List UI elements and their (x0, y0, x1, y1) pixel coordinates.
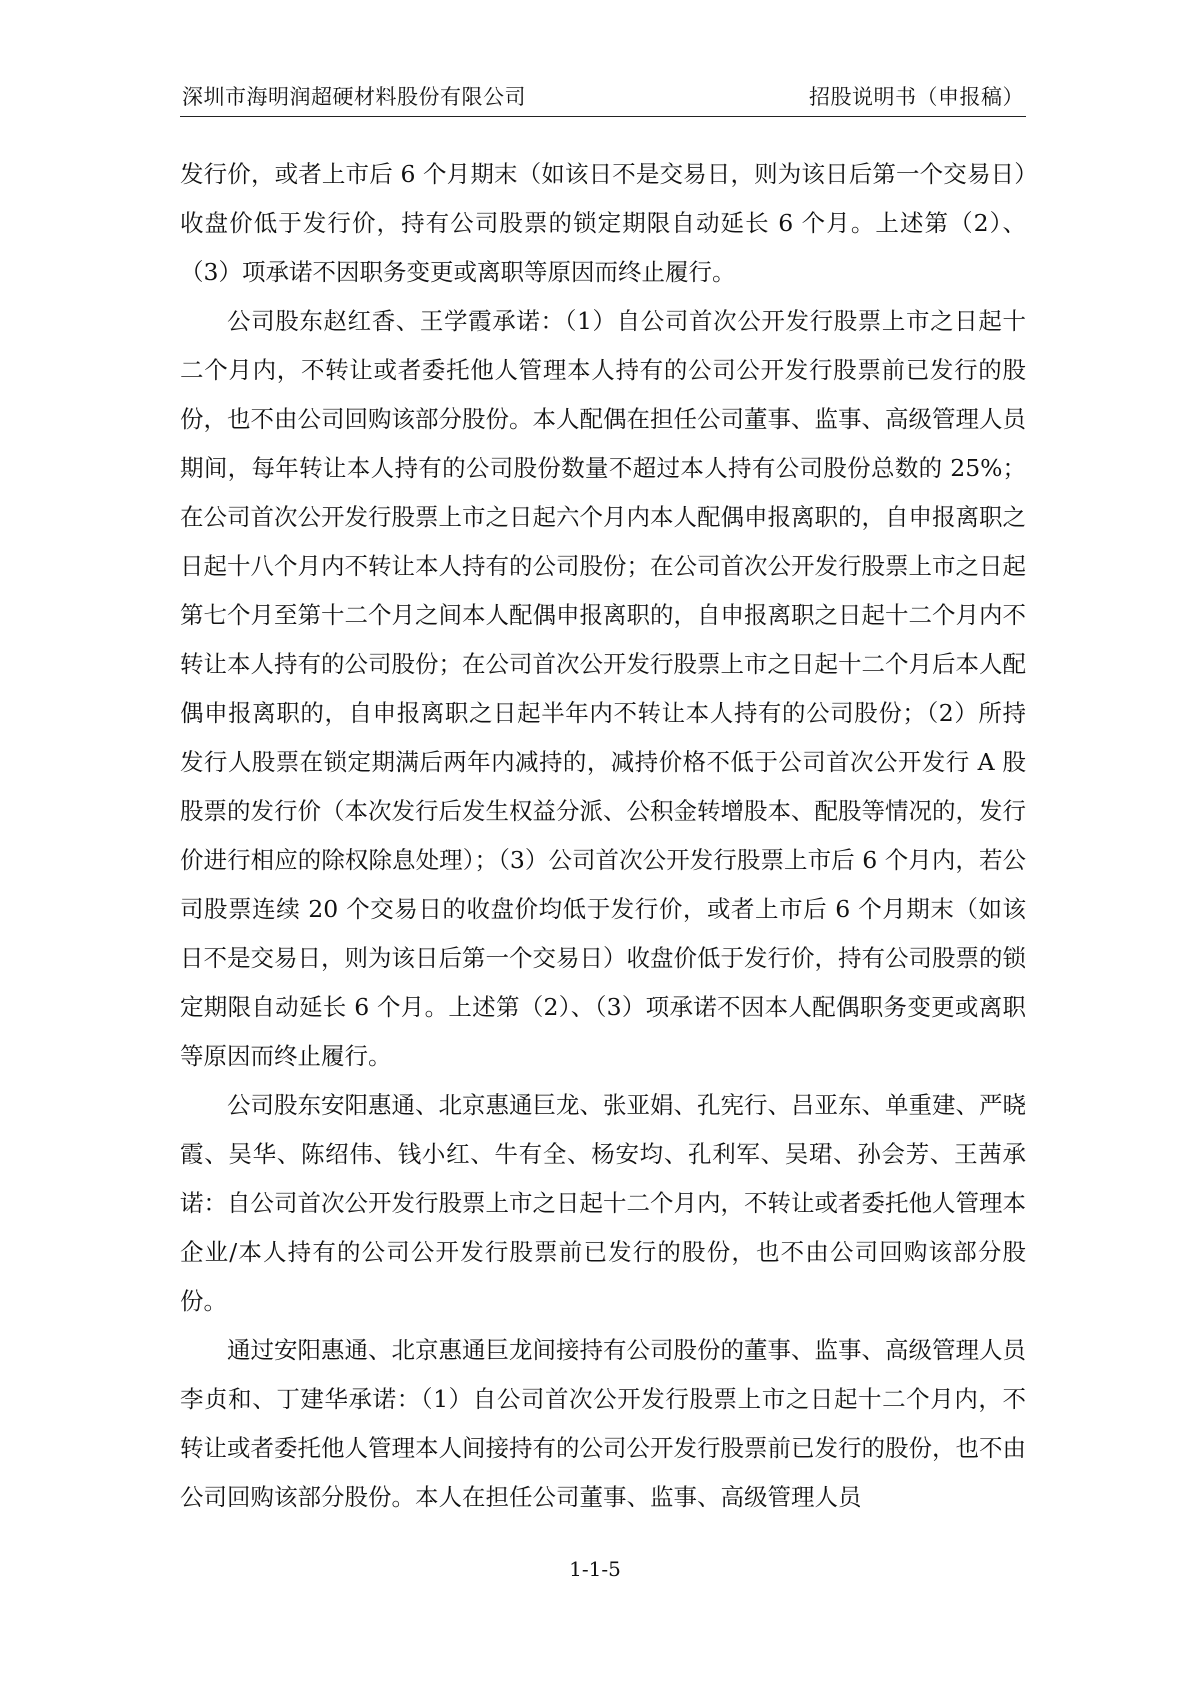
page-header (180, 82, 1026, 117)
paragraph-shareholders-commitment: 公司股东安阳惠通、北京惠通巨龙、张亚娟、孔宪行、吕亚东、单重建、严晓霞、吴华、陈绍伟、钱小红、牛有全、杨安均、孔利军、吴珺、孙会芳、王茜承诺：自公司首次公开发行股票上市之日起十二个月内，不转让或者委托他人管理本企业/本人持有的公司公开发行股票前已发行的股份，也不由公司回购该部分股份。 (180, 1091, 1026, 1315)
header-document-title: 招股说明书（申报稿） (809, 85, 1024, 109)
paragraph-indirect-holders-commitment: 通过安阳惠通、北京惠通巨龙间接持有公司股份的董事、监事、高级管理人员李贞和、丁建华承诺：（1）自公司首次公开发行股票上市之日起十二个月内，不转让或者委托他人管理本人间接持有的公司公开发行股票前已发行的股份，也不由公司回购该部分股份。本人在担任公司董事、监事、高级管理人员 (180, 1336, 1026, 1511)
paragraph-continuation: 发行价，或者上市后 6 个月期末（如该日不是交易日，则为该日后第一个交易日）收盘价低于发行价，持有公司股票的锁定期限自动延长 6 个月。上述第（2）、（3）项承诺不因职务变更或离职等原因而终止履行。 (180, 160, 1026, 286)
page-number: 1-1-5 (569, 1557, 621, 1581)
page-body (180, 150, 1026, 1522)
paragraph-zhao-wang-commitment: 公司股东赵红香、王学霞承诺：（1）自公司首次公开发行股票上市之日起十二个月内，不转让或者委托他人管理本人持有的公司公开发行股票前已发行的股份，也不由公司回购该部分股份。本人配偶在担任公司董事、监事、高级管理人员期间，每年转让本人持有的公司股份数量不超过本人持有公司股份总数的 25%；在公司首次公开发行股票上市之日起六个月内本人配偶申报离职的，自申报离职之日起十八个月内不转让本人持有的公司股份；在公司首次公开发行股票上市之日起第七个月至第十二个月之间本人配偶申报离职的，自申报离职之日起十二个月内不转让本人持有的公司股份；在公司首次公开发行股票上市之日起十二个月后本人配偶申报离职的，自申报离职之日起半年内不转让本人持有的公司股份；（2）所持发行人股票在锁定期满后两年内减持的，减持价格不低于公司首次公开发行 A 股股票的发行价（本次发行后发生权益分派、公积金转增股本、配股等情况的，发行价进行相应的除权除息处理）；（3）公司首次公开发行股票上市后 6 个月内，若公司股票连续 20 个交易日的收盘价均低于发行价，或者上市后 6 个月期末（如该日不是交易日，则为该日后第一个交易日）收盘价低于发行价，持有公司股票的锁定期限自动延长 6 个月。上述第（2）、（3）项承诺不因本人配偶职务变更或离职等原因而终止履行。 (180, 307, 1026, 1070)
header-company-name: 深圳市海明润超硬材料股份有限公司 (182, 85, 526, 109)
